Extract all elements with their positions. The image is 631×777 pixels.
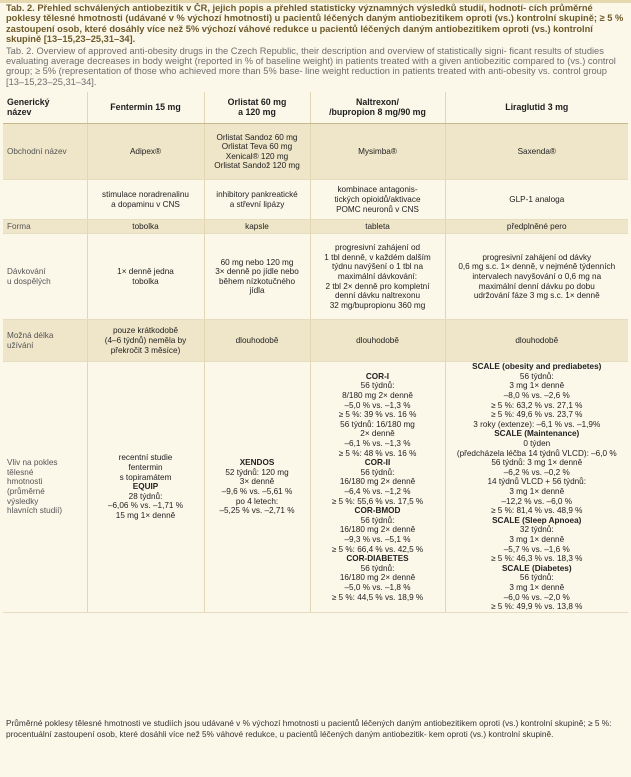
cell-line: předplněné pero <box>506 221 567 231</box>
cell-line: 8/180 mg 2× denně <box>342 391 413 401</box>
cell-line: 56 týdnů: 16/180 mg <box>340 419 415 429</box>
table-cell <box>310 362 445 612</box>
cell-line: pouze krátkodobě <box>112 326 179 336</box>
cell-line: Obchodní název <box>7 146 67 156</box>
study-name: EQUIP <box>132 482 159 492</box>
cell-line: a střevní lipázy <box>229 199 285 209</box>
row-weight-effect <box>3 362 628 612</box>
cell-line: kapsle <box>245 221 269 231</box>
caption-english: Tab. 2. Overview of approved anti-obesity drugs in the Czech Republic, their description and overview of statistically signi- ficant results of studies evaluating average decreases in body weight (reported in % of baseline weight) in patients treated with a given antiobezitic compared to (vs.) control group; ≥ 5% (representation of those who achieved more than 5% base- line weight reduction in patients treated with anti-obesity vs. control group [13–15,23–25,31–34]. <box>6 45 616 87</box>
cell-line: ≥ 5 %: 39 % vs. 16 % <box>338 410 417 420</box>
table-header-row <box>3 92 628 124</box>
cell-line: ≥ 5 %: 66,4 % vs. 42,5 % <box>331 544 424 554</box>
cell-line: 32 týdnů: <box>519 525 554 535</box>
row-label <box>3 220 87 234</box>
cell-line: –5,7 % vs. –1,6 % <box>503 544 570 554</box>
table-cell <box>87 362 204 612</box>
cell-line: recentní studie <box>118 453 173 463</box>
cell-line: intervalech navyšování o 0,6 mg na <box>472 271 602 281</box>
top-rule <box>0 0 631 3</box>
cell-line: –8,0 % vs. –2,6 % <box>503 391 570 401</box>
cell-line: –9,3 % vs. –5,1 % <box>344 534 411 544</box>
cell-line: ≥ 5 %: 49,9 % vs. 13,8 % <box>491 602 583 612</box>
cell-line: ≥ 5 %: 81,4 % vs. 48,9 % <box>491 506 583 516</box>
row-dosage <box>3 234 628 320</box>
cell-line: název <box>7 106 32 117</box>
cell-line: 0,6 mg s.c. 1× denně, v nejméně týdenních <box>458 262 616 272</box>
cell-line: /bupropion 8 mg/90 mg <box>329 106 426 117</box>
cell-line: tických opioidů/aktivace <box>334 194 421 204</box>
cell-line: 56 týdnů: <box>519 573 554 583</box>
cell-line: hmotnosti <box>7 477 43 487</box>
cell-line: –9,6 % vs. –5,61 % <box>221 486 293 496</box>
table-cell <box>445 320 628 362</box>
table-caption <box>0 0 631 87</box>
cell-line: Xenical® 120 mg <box>225 151 289 161</box>
cell-line: tobolka <box>132 276 159 286</box>
cell-line: Možná délka <box>7 331 54 341</box>
table-cell <box>87 180 204 220</box>
table-cell <box>445 124 628 180</box>
study-name: SCALE (obesity and prediabetes) <box>472 362 602 372</box>
cell-line: ≥ 5 %: 63,2 % vs. 27,1 % <box>491 400 583 410</box>
cell-line: 56 týdnů: <box>360 381 395 391</box>
cell-line: 1× denně jedna <box>117 267 174 277</box>
cell-line: GLP-1 analoga <box>509 194 565 204</box>
cell-line: 3 mg 1× denně <box>509 381 565 391</box>
cell-line: kombinace antagonis- <box>337 185 418 195</box>
cell-line: u dospělých <box>7 276 51 286</box>
table-cell <box>310 220 445 234</box>
cell-line: 56 týdnů: <box>360 515 395 525</box>
cell-line: Dávkování <box>7 267 46 277</box>
header-fentermin <box>87 92 204 124</box>
cell-line: progresivní zahájení od dávky <box>482 252 592 262</box>
cell-line: ≥ 5 %: 44,5 % vs. 18,9 % <box>331 592 424 602</box>
study-name: COR-BMOD <box>354 506 401 516</box>
cell-line: Mysimba® <box>358 146 397 156</box>
cell-line: ≥ 5 %: 48 % vs. 16 % <box>338 448 417 458</box>
cell-line: denní dávku naltrexonu <box>334 291 421 301</box>
table-cell <box>310 320 445 362</box>
cell-line: maximální dávkování: <box>337 271 418 281</box>
cell-line: 52 týdnů: 120 mg <box>225 467 289 477</box>
study-name: COR-I <box>365 371 390 381</box>
cell-line: 3 mg 1× denně <box>509 534 565 544</box>
table-cell <box>445 234 628 320</box>
table-cell <box>310 234 445 320</box>
cell-line: 28 týdnů: <box>128 491 163 501</box>
cell-line: Saxenda® <box>517 146 556 156</box>
cell-line: –6,0 % vs. –2,0 % <box>503 592 570 602</box>
study-name: XENDOS <box>239 458 275 468</box>
table-cell <box>445 362 628 612</box>
cell-line: inhibitory pankreatické <box>216 190 298 200</box>
header-naltrexon-bupropion <box>310 92 445 124</box>
row-duration <box>3 320 628 362</box>
cell-line: (4–6 týdnů) neměla by <box>104 335 187 345</box>
cell-line: fentermin <box>128 462 163 472</box>
cell-line: (předcházela léčba 14 týdnů VLCD): –6,0 % <box>456 448 617 458</box>
table-cell <box>310 124 445 180</box>
row-label <box>3 180 87 220</box>
cell-line: Adipex® <box>129 146 162 156</box>
caption-czech: Tab. 2. Přehled schválených antiobezitik v ČR, jejich popis a přehled statisticky významných výsledků studií, hodnotí- cích průměrné poklesy tělesné hmotnosti (udávané v % výchozí hmotnosti) u pacientů léčených daným antiobezitikem oproti (vs.) kontrolní skupině; ≥ 5 % zastoupení osob, které dosáhly více než 5% výchozí váhové redukce u pacientů léčených daným antiobezitikem oproti (vs.) kontrolní skupině [13–15,23–25,31–34]. <box>6 3 624 45</box>
cell-line: 14 týdnů VLCD + 56 týdnů: <box>487 477 587 487</box>
cell-line: stimulace noradrenalinu <box>102 190 189 200</box>
cell-line: 32 mg/bupropionu 360 mg <box>329 300 426 310</box>
cell-line: Orlistat Teva 60 mg <box>221 142 293 152</box>
cell-line: –12,2 % vs. –6,0 % <box>501 496 573 506</box>
header-liraglutid <box>445 92 628 124</box>
table-cell <box>204 180 310 220</box>
cell-line: –5,0 % vs. –1,3 % <box>344 400 411 410</box>
study-name: SCALE (Sleep Apnoea) <box>492 515 582 525</box>
cell-line: překročit 3 měsíce) <box>110 345 181 355</box>
cell-line: a dopaminu v CNS <box>111 199 180 209</box>
cell-line: 60 mg nebo 120 mg <box>220 257 294 267</box>
cell-line: –6,1 % vs. –1,3 % <box>344 439 411 448</box>
cell-line: tableta <box>365 221 390 231</box>
cell-line: maximální denní dávku po dobu <box>478 281 595 291</box>
cell-line: –6,4 % vs. –1,2 % <box>344 486 411 496</box>
table-cell <box>204 320 310 362</box>
cell-line: 3 mg 1× denně <box>509 582 565 592</box>
cell-line: užívání <box>7 340 34 350</box>
cell-line: Orlistat Sandoz 60 mg <box>216 132 298 142</box>
cell-line: 2× denně <box>360 429 395 439</box>
row-form <box>3 220 628 234</box>
table-cell <box>204 220 310 234</box>
cell-line: ≥ 5 %: 49,6 % vs. 23,7 % <box>491 410 583 420</box>
cell-line: 3 mg 1× denně <box>509 486 565 496</box>
cell-line: progresivní zahájení od <box>334 243 421 253</box>
cell-line: 3 roky (extenze): –6,1 % vs. –1,9% <box>473 419 601 429</box>
cell-line: a 120 mg <box>238 106 276 117</box>
table-cell <box>445 180 628 220</box>
cell-line: dlouhodobě <box>515 335 559 345</box>
cell-line: 16/180 mg 2× denně <box>339 573 416 583</box>
table-cell <box>87 220 204 234</box>
table-cell <box>204 124 310 180</box>
cell-line: po 4 letech: <box>235 496 279 506</box>
row-label <box>3 234 87 320</box>
cell-line: ≥ 5 %: 55,6 % vs. 17,5 % <box>331 496 424 506</box>
cell-line: tělesné <box>7 467 34 477</box>
cell-line: Vliv na pokles <box>7 458 58 468</box>
cell-line: udržování fáze 3 mg s.c. 1× denně <box>473 291 600 301</box>
cell-line: ≥ 5 %: 46,3 % vs. 18,3 % <box>491 554 583 564</box>
cell-line: (průměrné <box>7 486 45 496</box>
study-name: COR-II <box>364 458 391 468</box>
header-orlistat <box>204 92 310 124</box>
cell-line: 3× denně <box>239 477 275 487</box>
cell-line: Orlistat 60 mg <box>227 97 287 108</box>
table-cell <box>87 320 204 362</box>
table-footnote: Průměrné poklesy tělesné hmotnosti ve studiích jsou udávané v % výchozí hmotnosti u pacientů léčených daným antiobezitikem oproti (vs.) kontrolní skupině; ≥ 5 %: procentuální zastoupení osob, které dosáhli více než 5% váhové redukce, u pacientů léčených daným antiobezitik- kem oproti (vs.) kontrolní skupině. <box>6 718 612 739</box>
study-name: SCALE (Maintenance) <box>494 429 580 439</box>
cell-line: –5,0 % vs. –1,8 % <box>344 582 411 592</box>
cell-line: 56 týdnů: 3 mg 1× denně <box>491 458 583 468</box>
cell-line: 56 týdnů: <box>360 563 395 573</box>
row-label <box>3 320 87 362</box>
cell-line: 2 tbl 2× denně pro kompletní <box>325 281 430 291</box>
cell-line: 1 tbl denně, v každém dalším <box>324 252 431 262</box>
cell-line: –6,2 % vs. –0,2 % <box>503 467 570 477</box>
cell-line: jídla <box>249 286 265 296</box>
table-cell <box>204 234 310 320</box>
row-mechanism <box>3 180 628 220</box>
header-generic-name <box>3 92 87 124</box>
cell-line: 16/180 mg 2× denně <box>339 477 416 487</box>
table-cell <box>87 234 204 320</box>
cell-line: 3× denně po jídle nebo <box>215 267 299 277</box>
row-label <box>3 362 87 612</box>
cell-line: Liraglutid 3 mg <box>505 101 569 112</box>
cell-line: 15 mg 1× denně <box>115 510 176 520</box>
cell-line: POMC neuronů v CNS <box>336 204 419 214</box>
cell-line: Fentermin 15 mg <box>110 101 181 112</box>
drug-table <box>3 92 628 612</box>
table-cell <box>204 362 310 612</box>
cell-line: 56 týdnů: <box>519 371 554 381</box>
cell-line: tobolka <box>132 221 159 231</box>
cell-line: 56 týdnů: <box>360 467 395 477</box>
cell-line: Generický <box>7 97 50 108</box>
cell-line: 16/180 mg 2× denně <box>339 525 416 535</box>
cell-line: Naltrexon/ <box>355 97 400 108</box>
cell-line: Forma <box>7 221 31 231</box>
cell-line: výsledky <box>7 496 39 506</box>
cell-line: dlouhodobě <box>235 335 279 345</box>
cell-line: –6,06 % vs. –1,71 % <box>107 501 184 511</box>
cell-line: hlavních studií) <box>7 506 63 516</box>
cell-line: dlouhodobě <box>356 335 399 345</box>
table-cell <box>445 220 628 234</box>
cell-line: 0 týden <box>523 439 551 448</box>
study-name: SCALE (Diabetes) <box>501 563 572 573</box>
cell-line: týdnu navýšení o 1 tbl na <box>331 262 424 272</box>
row-label <box>3 124 87 180</box>
cell-line: během nízkotučného <box>218 276 295 286</box>
cell-line: Orlistat Sandož 120 mg <box>214 161 300 171</box>
cell-line: –5,25 % vs. –2,71 % <box>219 506 295 516</box>
table-cell <box>87 124 204 180</box>
row-trade-name <box>3 124 628 180</box>
cell-line: s topiramátem <box>119 472 172 482</box>
table-cell <box>310 180 445 220</box>
study-name: COR-DIABETES <box>346 554 409 564</box>
